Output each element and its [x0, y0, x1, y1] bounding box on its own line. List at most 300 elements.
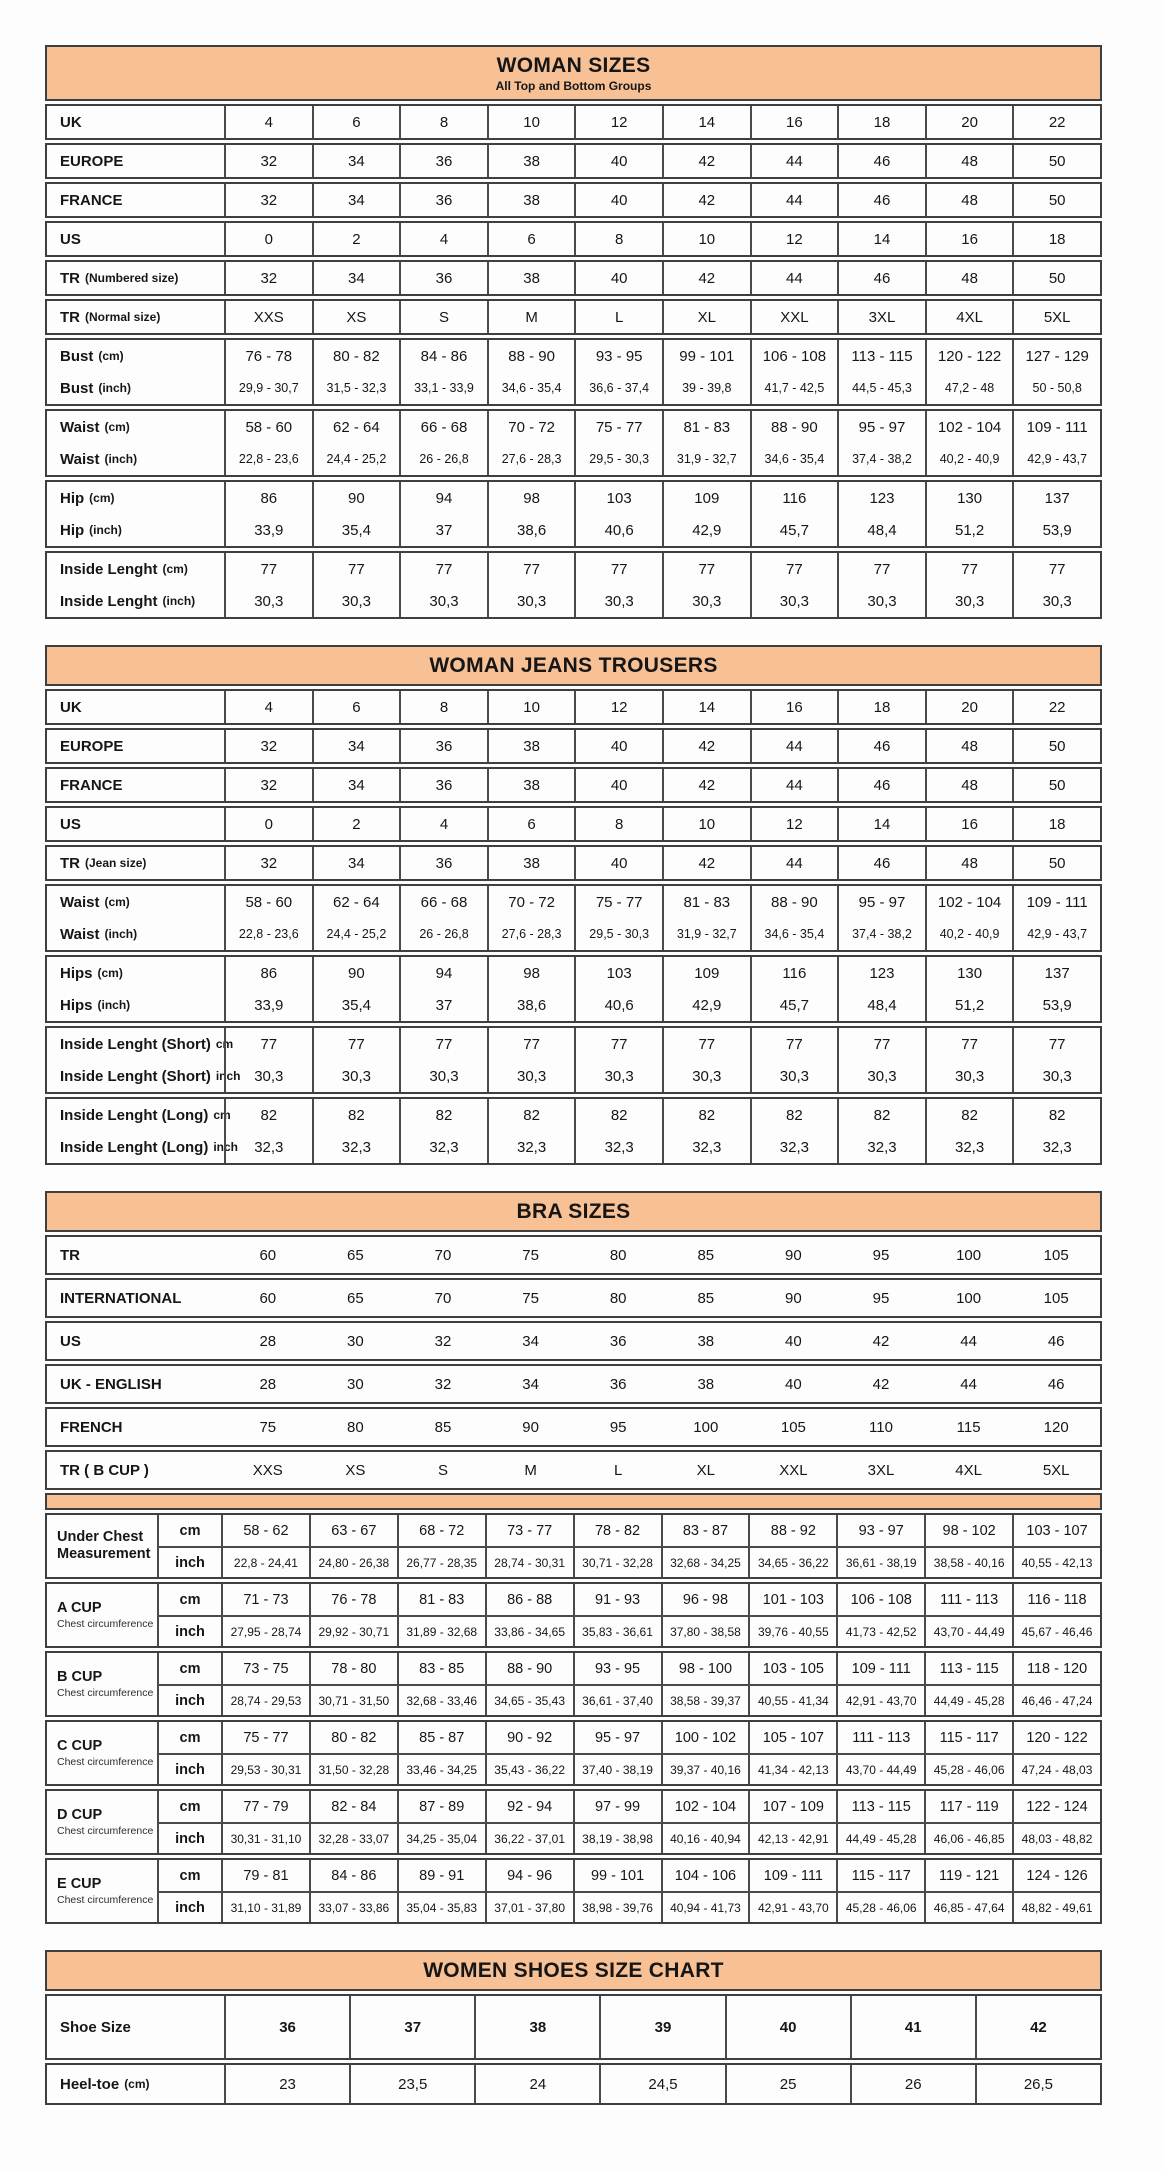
- size-value: 95 - 97: [837, 411, 925, 443]
- size-value: 32,3: [224, 1131, 312, 1163]
- size-value: 81 - 83: [662, 886, 750, 918]
- size-value: 98 - 102: [924, 1515, 1012, 1546]
- row-label-text: Waist: [60, 925, 100, 943]
- size-value: 34: [312, 730, 400, 762]
- size-value: 24,4 - 25,2: [312, 443, 400, 475]
- row-label-text: TR ( B CUP ): [60, 1461, 149, 1479]
- size-value: 107 - 109: [748, 1791, 836, 1822]
- size-value: 94 - 96: [485, 1860, 573, 1891]
- size-value: 36: [399, 730, 487, 762]
- size-value: 39 - 39,8: [662, 372, 750, 404]
- size-value: S: [399, 301, 487, 333]
- row-label: [47, 1028, 234, 1060]
- cup-sublabel: Chest circumference: [57, 1686, 154, 1699]
- size-value: 34: [312, 769, 400, 801]
- row-label-text: Hip: [60, 489, 85, 507]
- row-label-text: FRANCE: [60, 191, 123, 209]
- size-value: 34: [312, 847, 400, 879]
- table-row: [45, 221, 1102, 257]
- size-value: 115: [956, 1418, 981, 1436]
- size-value: 77: [399, 553, 487, 585]
- size-value: 36: [399, 262, 487, 294]
- row-label-text: Inside Lenght (Short): [60, 1067, 211, 1085]
- size-value: 92 - 94: [485, 1791, 573, 1822]
- size-value: 124 - 126: [1012, 1860, 1100, 1891]
- size-value: 62 - 64: [312, 411, 400, 443]
- women-shoes-table: [45, 1950, 1102, 2105]
- size-value: 5XL: [1042, 1461, 1070, 1479]
- size-value: 12: [574, 691, 662, 723]
- size-value: 32,3: [662, 1131, 750, 1163]
- row-label: [47, 886, 224, 918]
- size-value: 45,28 - 46,06: [924, 1753, 1012, 1784]
- table-row: [45, 1407, 1102, 1447]
- size-value: 77: [837, 1028, 925, 1060]
- size-value: 63 - 67: [309, 1515, 397, 1546]
- size-value: 100: [693, 1418, 719, 1436]
- row-label-small: (cm): [98, 349, 124, 363]
- size-value: XS: [312, 301, 400, 333]
- size-value: 30,3: [312, 1060, 400, 1092]
- size-value: 33,9: [224, 989, 312, 1021]
- table-row: [45, 1026, 1102, 1094]
- row-label-text: US: [60, 230, 81, 248]
- size-value: 42: [662, 145, 750, 177]
- row-label-small: (inch): [104, 927, 138, 941]
- size-value: 38,19 - 38,98: [573, 1822, 661, 1853]
- size-value: 41,34 - 42,13: [748, 1753, 836, 1784]
- size-value: XS: [345, 1461, 366, 1479]
- size-value: 14: [837, 223, 925, 255]
- size-value: 32: [434, 1332, 452, 1350]
- size-value: 40,6: [574, 514, 662, 546]
- size-value: 82: [399, 1099, 487, 1131]
- size-value: 130: [925, 482, 1013, 514]
- size-value: 16: [750, 106, 838, 138]
- row-label-text: US: [60, 815, 81, 833]
- size-value: 38,6: [487, 514, 575, 546]
- women-shoes-header: [45, 1950, 1102, 1991]
- size-value: 104 - 106: [661, 1860, 749, 1891]
- size-value: 37: [349, 1996, 474, 2058]
- size-value: 75: [522, 1246, 539, 1264]
- size-value: 85 - 87: [397, 1722, 485, 1753]
- size-value: 40: [785, 1375, 802, 1393]
- size-value: 14: [662, 691, 750, 723]
- table-row: [45, 551, 1102, 619]
- size-value: 24,80 - 26,38: [309, 1546, 397, 1577]
- size-value: 38: [474, 1996, 599, 2058]
- size-value: 58 - 60: [224, 411, 312, 443]
- size-value: 82: [662, 1099, 750, 1131]
- size-value: 32,3: [1012, 1131, 1100, 1163]
- size-value: 41,73 - 42,52: [836, 1615, 924, 1646]
- row-label-small: (cm): [104, 420, 130, 434]
- size-value: 30,3: [750, 1060, 838, 1092]
- size-value: 32: [224, 184, 312, 216]
- size-value: 46: [837, 769, 925, 801]
- table-row: [45, 2063, 1102, 2105]
- size-value: 35,83 - 36,61: [573, 1615, 661, 1646]
- size-value: 40: [725, 1996, 850, 2058]
- size-value: 70 - 72: [487, 886, 575, 918]
- size-value: 75 - 77: [574, 411, 662, 443]
- size-value: 33,1 - 33,9: [399, 372, 487, 404]
- table-title: WOMAN JEANS TROUSERS: [429, 654, 718, 677]
- size-value: 60: [259, 1289, 277, 1307]
- size-value: 34,6 - 35,4: [487, 372, 575, 404]
- row-label: [47, 989, 224, 1021]
- size-value: 100: [956, 1246, 982, 1264]
- size-value: 68 - 72: [397, 1515, 485, 1546]
- cup-sublabel: Chest circumference: [57, 1617, 154, 1630]
- row-label: [47, 808, 224, 840]
- row-label: [47, 691, 224, 723]
- size-value: 42,9: [662, 989, 750, 1021]
- row-label-text: Waist: [60, 450, 100, 468]
- size-value: 82: [312, 1099, 400, 1131]
- row-label: [47, 730, 224, 762]
- size-value: 6: [312, 106, 400, 138]
- size-value: 113 - 115: [837, 340, 925, 372]
- row-label-text: Hips: [60, 964, 93, 982]
- unit-label: cm: [157, 1860, 221, 1891]
- size-value: 39,37 - 40,16: [661, 1753, 749, 1784]
- row-label-text: Heel-toe: [60, 2075, 120, 2093]
- table-row: [45, 1994, 1102, 2060]
- table-row: [45, 1450, 1102, 1490]
- size-value: 88 - 90: [750, 886, 838, 918]
- size-value: 75 - 77: [221, 1722, 309, 1753]
- size-value: 116: [750, 482, 838, 514]
- size-value: XXL: [750, 301, 838, 333]
- size-value: 29,92 - 30,71: [309, 1615, 397, 1646]
- table-row: [45, 480, 1102, 548]
- row-label-text: TR: [60, 308, 80, 326]
- size-value: 18: [1012, 223, 1100, 255]
- size-value: 24,4 - 25,2: [312, 918, 400, 950]
- size-value: 5XL: [1012, 301, 1100, 333]
- size-value: 103 - 105: [748, 1653, 836, 1684]
- row-label-small: (inch): [162, 594, 196, 608]
- size-value: 3XL: [867, 1461, 895, 1479]
- size-value: 38: [487, 730, 575, 762]
- size-value: 81 - 83: [397, 1584, 485, 1615]
- size-value: 27,6 - 28,3: [487, 443, 575, 475]
- size-value: 22,8 - 24,41: [221, 1546, 309, 1577]
- row-label-text: TR: [60, 1246, 80, 1264]
- size-value: 29,5 - 30,3: [574, 443, 662, 475]
- size-value: 0: [224, 223, 312, 255]
- size-value: 93 - 97: [836, 1515, 924, 1546]
- size-value: 109 - 111: [748, 1860, 836, 1891]
- row-label: [47, 262, 224, 294]
- size-value: 33,9: [224, 514, 312, 546]
- table-row: [45, 728, 1102, 764]
- size-value: 42: [975, 1996, 1100, 2058]
- size-value: 82: [574, 1099, 662, 1131]
- size-value: 98: [487, 482, 575, 514]
- size-value: 32,28 - 33,07: [309, 1822, 397, 1853]
- size-value: 81 - 83: [662, 411, 750, 443]
- bra-sizes-header: [45, 1191, 1102, 1232]
- row-label-small: inch: [215, 1069, 241, 1083]
- size-value: 137: [1012, 957, 1100, 989]
- row-label-text: Bust: [60, 347, 94, 365]
- size-value: 58 - 60: [224, 886, 312, 918]
- size-value: 115 - 117: [836, 1860, 924, 1891]
- size-value: 30: [347, 1375, 364, 1393]
- size-value: 44,49 - 45,28: [836, 1822, 924, 1853]
- size-value: 44,5 - 45,3: [837, 372, 925, 404]
- row-label-small: (inch): [97, 998, 131, 1012]
- cup-label: [47, 1722, 157, 1784]
- size-value: 29,53 - 30,31: [221, 1753, 309, 1784]
- row-label-text: EUROPE: [60, 152, 124, 170]
- size-value: 32: [224, 769, 312, 801]
- size-value: 32,3: [925, 1131, 1013, 1163]
- table-title: BRA SIZES: [516, 1200, 631, 1223]
- size-value: 45,67 - 46,46: [1012, 1615, 1100, 1646]
- size-value: 38: [487, 769, 575, 801]
- size-value: 42,9 - 43,7: [1012, 443, 1100, 475]
- size-value: 40: [574, 184, 662, 216]
- size-value: 113 - 115: [924, 1653, 1012, 1684]
- size-value: 43,70 - 44,49: [836, 1753, 924, 1784]
- size-value: 106 - 108: [750, 340, 838, 372]
- size-value: 85: [697, 1289, 715, 1307]
- size-value: 32,3: [399, 1131, 487, 1163]
- row-label-text: Inside Lenght (Long): [60, 1106, 209, 1124]
- size-value: 31,50 - 32,28: [309, 1753, 397, 1784]
- size-value: 42,9 - 43,7: [1012, 918, 1100, 950]
- size-value: L: [574, 301, 662, 333]
- size-value: M: [487, 301, 575, 333]
- size-value: 37: [399, 514, 487, 546]
- size-value: 99 - 101: [573, 1860, 661, 1891]
- size-value: 77: [574, 1028, 662, 1060]
- unit-label: inch: [157, 1684, 221, 1715]
- size-value: 70 - 72: [487, 411, 575, 443]
- size-value: 4: [399, 223, 487, 255]
- size-value: XL: [696, 1461, 715, 1479]
- size-value: 109 - 111: [1012, 886, 1100, 918]
- size-value: 32: [434, 1375, 452, 1393]
- size-value: 116: [750, 957, 838, 989]
- size-value: 38: [697, 1375, 715, 1393]
- size-value: 46: [837, 730, 925, 762]
- size-value: 44: [750, 769, 838, 801]
- size-value: 109: [662, 482, 750, 514]
- row-label: [47, 514, 224, 546]
- table-row: [45, 1364, 1102, 1404]
- table-row: [45, 409, 1102, 477]
- cup-sublabel: Chest circumference: [57, 1893, 154, 1906]
- size-value: 26: [850, 2065, 975, 2103]
- size-value: 51,2: [925, 989, 1013, 1021]
- size-value: 50: [1012, 847, 1100, 879]
- size-value: 40: [574, 730, 662, 762]
- size-value: 20: [925, 691, 1013, 723]
- size-value: 30,3: [1012, 1060, 1100, 1092]
- row-label-text: FRENCH: [60, 1418, 123, 1436]
- size-value: 28: [259, 1375, 277, 1393]
- size-value: 14: [662, 106, 750, 138]
- table-row: [45, 1321, 1102, 1361]
- size-value: 45,28 - 46,06: [836, 1891, 924, 1922]
- size-value: 42: [872, 1375, 890, 1393]
- row-label-text: Inside Lenght (Short): [60, 1035, 211, 1053]
- size-value: 46: [837, 847, 925, 879]
- size-value: 65: [347, 1246, 364, 1264]
- size-value: 30,3: [925, 1060, 1013, 1092]
- table-row: [45, 1720, 1102, 1786]
- size-value: 77: [1012, 553, 1100, 585]
- size-value: 106 - 108: [836, 1584, 924, 1615]
- row-label-small: (inch): [98, 381, 132, 395]
- size-value: 78 - 82: [573, 1515, 661, 1546]
- row-label: [47, 918, 224, 950]
- size-value: 12: [574, 106, 662, 138]
- row-label: [47, 1996, 224, 2058]
- size-value: 82: [837, 1099, 925, 1131]
- table-row: [45, 338, 1102, 406]
- size-value: 30,3: [399, 1060, 487, 1092]
- size-value: 6: [487, 808, 575, 840]
- size-value: 4XL: [925, 301, 1013, 333]
- size-value: 44: [750, 262, 838, 294]
- row-label-text: Hip: [60, 521, 85, 539]
- size-value: 44,49 - 45,28: [924, 1684, 1012, 1715]
- size-value: 34,25 - 35,04: [397, 1822, 485, 1853]
- size-value: 39: [599, 1996, 724, 2058]
- size-value: 89 - 91: [397, 1860, 485, 1891]
- size-value: 75 - 77: [574, 886, 662, 918]
- size-value: 10: [487, 691, 575, 723]
- unit-label: inch: [157, 1753, 221, 1784]
- size-value: 95: [609, 1418, 627, 1436]
- size-value: 50: [1012, 769, 1100, 801]
- size-value: 91 - 93: [573, 1584, 661, 1615]
- row-label: [47, 1099, 231, 1131]
- row-label-small: (Normal size): [85, 310, 161, 324]
- size-value: 33,07 - 33,86: [309, 1891, 397, 1922]
- size-value: 77: [399, 1028, 487, 1060]
- row-label-small: (cm): [162, 562, 188, 576]
- size-value: 50: [1012, 184, 1100, 216]
- size-value: 27,95 - 28,74: [221, 1615, 309, 1646]
- row-label-small: inch: [213, 1140, 238, 1154]
- size-value: 76 - 78: [309, 1584, 397, 1615]
- row-label-text: TR: [60, 269, 80, 287]
- size-value: 10: [662, 223, 750, 255]
- size-value: 77: [224, 553, 312, 585]
- size-value: 29,9 - 30,7: [224, 372, 312, 404]
- row-label: [47, 106, 224, 138]
- size-value: 119 - 121: [924, 1860, 1012, 1891]
- cup-label-text: B CUP: [57, 1669, 103, 1686]
- size-value: 95 - 97: [837, 886, 925, 918]
- size-value: 93 - 95: [573, 1653, 661, 1684]
- size-value: 45,7: [750, 514, 838, 546]
- size-value: 18: [837, 106, 925, 138]
- size-value: 95: [872, 1289, 890, 1307]
- row-label-text: UK: [60, 113, 82, 131]
- size-value: 103: [574, 957, 662, 989]
- size-value: 90 - 92: [485, 1722, 573, 1753]
- size-value: 31,9 - 32,7: [662, 918, 750, 950]
- size-value: 130: [925, 957, 1013, 989]
- size-value: 33,46 - 34,25: [397, 1753, 485, 1784]
- size-value: 35,4: [312, 989, 400, 1021]
- size-value: 40,55 - 42,13: [1012, 1546, 1100, 1577]
- size-value: 116 - 118: [1012, 1584, 1100, 1615]
- row-label-text: Inside Lenght: [60, 560, 158, 578]
- row-label: [47, 145, 224, 177]
- size-value: 37,80 - 38,58: [661, 1615, 749, 1646]
- unit-label: inch: [157, 1891, 221, 1922]
- size-value: 32,3: [750, 1131, 838, 1163]
- unit-label: cm: [157, 1653, 221, 1684]
- size-value: 37,4 - 38,2: [837, 918, 925, 950]
- size-value: 86 - 88: [485, 1584, 573, 1615]
- row-label: [47, 957, 224, 989]
- size-value: 43,70 - 44,49: [924, 1615, 1012, 1646]
- size-value: 50: [1012, 262, 1100, 294]
- size-value: 45,7: [750, 989, 838, 1021]
- size-value: 46: [837, 262, 925, 294]
- size-value: 4: [224, 106, 312, 138]
- size-value: 70: [434, 1246, 452, 1264]
- table-row: [45, 1651, 1102, 1717]
- size-value: 60: [259, 1246, 277, 1264]
- row-label-text: Inside Lenght: [60, 592, 158, 610]
- unit-label: cm: [157, 1722, 221, 1753]
- size-value: 44: [960, 1332, 977, 1350]
- size-value: 46: [837, 184, 925, 216]
- size-value: 80 - 82: [312, 340, 400, 372]
- size-value: 77: [662, 553, 750, 585]
- size-value: 88 - 90: [487, 340, 575, 372]
- size-value: 82: [750, 1099, 838, 1131]
- size-value: 30,3: [399, 585, 487, 617]
- row-label: [47, 1060, 241, 1092]
- unit-label: inch: [157, 1546, 221, 1577]
- size-value: 33,86 - 34,65: [485, 1615, 573, 1646]
- size-value: 40: [574, 145, 662, 177]
- size-value: 48,82 - 49,61: [1012, 1891, 1100, 1922]
- size-value: 36: [399, 769, 487, 801]
- row-label-text: Shoe Size: [60, 2018, 131, 2036]
- table-row: [45, 955, 1102, 1023]
- size-value: 105: [1043, 1246, 1069, 1264]
- size-value: 2: [312, 223, 400, 255]
- size-value: 87 - 89: [397, 1791, 485, 1822]
- woman-jeans-trousers-body: [45, 689, 1102, 1165]
- size-value: 30,3: [574, 585, 662, 617]
- row-label-text: Hips: [60, 996, 93, 1014]
- size-value: 50 - 50,8: [1012, 372, 1100, 404]
- size-value: 20: [925, 106, 1013, 138]
- size-value: 40,55 - 41,34: [748, 1684, 836, 1715]
- size-value: 31,5 - 32,3: [312, 372, 400, 404]
- size-value: 42: [662, 847, 750, 879]
- size-value: 37,01 - 37,80: [485, 1891, 573, 1922]
- row-label: [47, 411, 224, 443]
- size-value: 10: [662, 808, 750, 840]
- size-value: 75: [522, 1289, 539, 1307]
- size-value: 35,43 - 36,22: [485, 1753, 573, 1784]
